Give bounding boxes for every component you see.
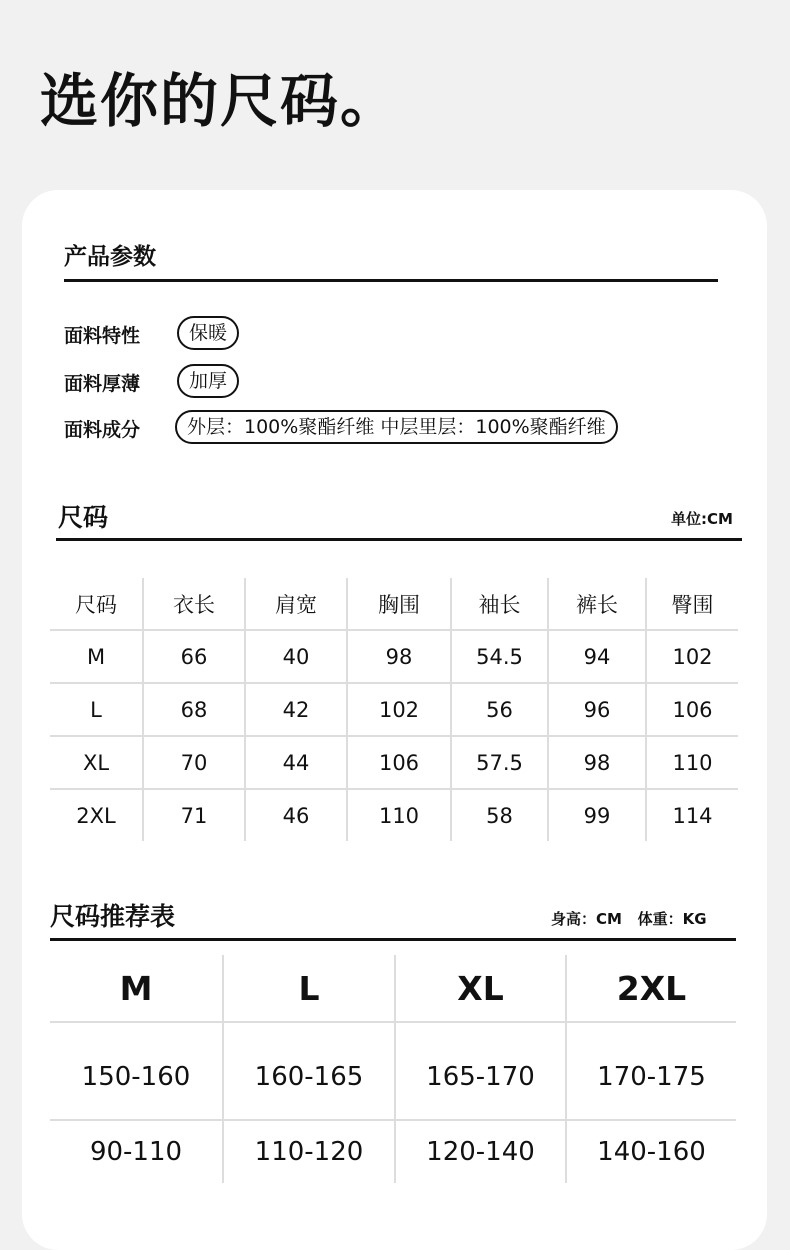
recommend-height-row xyxy=(50,1022,736,1120)
table-cell: 98 xyxy=(548,736,646,789)
header-cell: 胸围 xyxy=(347,578,451,630)
param-label-composition: 面料成分 xyxy=(64,419,141,441)
param-label-feature: 面料特性 xyxy=(64,325,141,347)
table-row xyxy=(50,683,738,736)
size-cell: L xyxy=(223,955,395,1022)
weight-cell: 120-140 xyxy=(395,1120,566,1183)
table-cell: 102 xyxy=(347,683,451,736)
size-cell: 2XL xyxy=(566,955,736,1022)
param-value-thickness: 加厚 xyxy=(177,364,239,398)
recommend-size-row xyxy=(50,955,736,1022)
table-cell: 114 xyxy=(646,789,738,841)
table-cell: 106 xyxy=(347,736,451,789)
table-cell: 110 xyxy=(646,736,738,789)
table-cell: 66 xyxy=(143,630,245,683)
weight-cell: 90-110 xyxy=(89,1137,183,1167)
recommend-table xyxy=(50,955,736,1183)
table-cell: 42 xyxy=(245,683,347,736)
table-cell: XL xyxy=(50,736,143,789)
header-cell: 肩宽 xyxy=(245,578,347,630)
table-cell: 102 xyxy=(646,630,738,683)
table-cell: 44 xyxy=(245,736,347,789)
table-cell: 99 xyxy=(548,789,646,841)
table-row xyxy=(50,630,738,683)
weight-cell: 110-120 xyxy=(223,1120,395,1183)
table-cell: 57.5 xyxy=(451,736,548,789)
recommend-unit: 身高：CM 体重：KG xyxy=(551,910,707,928)
param-value-composition: 外层：100%聚酯纤维 中层里层：100%聚酯纤维 xyxy=(175,410,618,444)
table-cell: 98 xyxy=(347,630,451,683)
size-table xyxy=(50,578,738,841)
param-value-feature: 保暖 xyxy=(177,316,239,350)
params-heading: 产品参数 xyxy=(64,244,156,270)
size-chart-heading: 尺码 xyxy=(58,503,109,532)
height-cell: 170-175 xyxy=(566,1022,736,1120)
size-chart-unit: 单位:CM xyxy=(671,510,733,528)
table-cell: 54.5 xyxy=(451,630,548,683)
size-cell: M xyxy=(50,955,223,1022)
table-cell: 2XL xyxy=(76,803,116,828)
table-cell: L xyxy=(50,683,143,736)
height-cell: 150-160 xyxy=(50,1022,223,1120)
header-cell: 袖长 xyxy=(451,578,548,630)
table-cell: 68 xyxy=(143,683,245,736)
height-cell: 160-165 xyxy=(223,1022,395,1120)
table-cell: 56 xyxy=(451,683,548,736)
table-cell: 110 xyxy=(347,789,451,841)
param-label-thickness: 面料厚薄 xyxy=(64,373,141,395)
header-cell: 衣长 xyxy=(143,578,245,630)
table-cell: 94 xyxy=(548,630,646,683)
size-cell: XL xyxy=(395,955,566,1022)
header-cell: 尺码 xyxy=(50,578,143,630)
table-cell: 71 xyxy=(143,789,245,841)
weight-cell: 140-160 xyxy=(566,1120,736,1183)
table-cell: 96 xyxy=(548,683,646,736)
recommend-heading: 尺码推荐表 xyxy=(50,902,176,931)
header-cell: 臀围 xyxy=(646,578,738,630)
size-chart-divider xyxy=(56,538,742,541)
table-cell: M xyxy=(50,630,143,683)
recommend-weight-row xyxy=(50,1120,736,1183)
page-title: 选你的尺码。 xyxy=(40,67,401,135)
table-cell: 58 xyxy=(451,789,548,841)
header-cell: 裤长 xyxy=(548,578,646,630)
recommend-divider xyxy=(50,938,736,941)
size-table-header xyxy=(50,578,738,630)
table-row xyxy=(50,789,738,841)
table-cell: 40 xyxy=(245,630,347,683)
table-cell: 106 xyxy=(646,683,738,736)
table-cell: 70 xyxy=(143,736,245,789)
params-divider xyxy=(64,279,718,282)
table-cell: 46 xyxy=(245,789,347,841)
height-cell: 165-170 xyxy=(395,1022,566,1120)
table-row xyxy=(50,736,738,789)
